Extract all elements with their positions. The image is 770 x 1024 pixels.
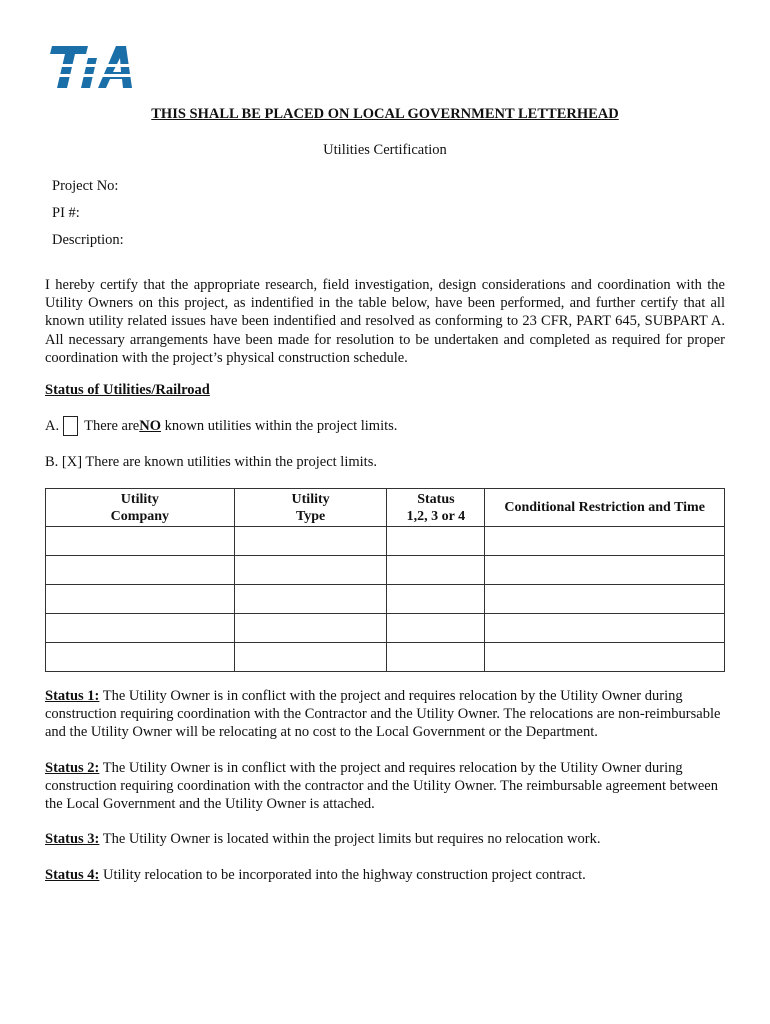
table-cell[interactable] <box>485 614 725 643</box>
option-b: B. [X] There are known utilities within the project limits. <box>45 454 377 470</box>
status-3-label: Status 3: <box>45 831 100 847</box>
table-cell[interactable] <box>485 527 725 556</box>
table-row <box>46 643 725 672</box>
option-a-text-before: There are <box>84 417 140 434</box>
document-title: Utilities Certification <box>323 142 447 158</box>
status-4-definition <box>45 866 725 884</box>
project-no-field[interactable]: Project No: <box>52 178 119 194</box>
table-cell[interactable] <box>234 585 387 614</box>
status-1-definition <box>45 687 725 742</box>
table-cell[interactable] <box>387 614 485 643</box>
status-4-label: Status 4: <box>45 867 100 883</box>
header-conditional-restriction: Conditional Restriction and Time <box>485 489 725 527</box>
table-cell[interactable] <box>234 556 387 585</box>
header-status: Status 1,2, 3 or 4 <box>387 489 485 527</box>
table-row <box>46 527 725 556</box>
header-utility-company: Utility Company <box>46 489 235 527</box>
option-a-prefix: A. <box>45 417 60 434</box>
table-row <box>46 585 725 614</box>
table-cell[interactable] <box>46 585 235 614</box>
status-1-label: Status 1: <box>45 688 100 704</box>
table-cell[interactable] <box>234 643 387 672</box>
table-cell[interactable] <box>387 643 485 672</box>
status-3-definition <box>45 830 725 848</box>
table-row <box>46 556 725 585</box>
table-cell[interactable] <box>485 643 725 672</box>
status-section-title: Status of Utilities/Railroad <box>45 382 210 398</box>
status-4-text: Utility relocation to be incorporated into the highway construction project contract. <box>99 867 586 883</box>
status-2-text: The Utility Owner is in conflict with the project and requires relocation by the Utility Owner during construction requiring coordination with the contractor and the Utility Owner. The reimbursable agreement between the Local Government and the Utility Owner is attached. <box>45 760 718 813</box>
description-field[interactable]: Description: <box>52 232 124 248</box>
tia-logo <box>44 44 134 90</box>
option-a-emphasis: NO <box>139 417 161 434</box>
utilities-table <box>45 488 725 672</box>
table-cell[interactable] <box>46 643 235 672</box>
table-cell[interactable] <box>387 585 485 614</box>
table-cell[interactable] <box>387 556 485 585</box>
status-2-label: Status 2: <box>45 760 100 776</box>
no-utilities-checkbox[interactable] <box>63 416 78 436</box>
table-cell[interactable] <box>387 527 485 556</box>
status-1-text: The Utility Owner is in conflict with the project and requires relocation by the Utility Owner during construction requiring coordination with the Contractor and the Utility Owner. The relocations are non-reimbursable and the Utility Owner will be relocating at no cost to the Local Government or the Department. <box>45 688 721 741</box>
certification-paragraph: I hereby certify that the appropriate research, field investigation, design considerations and coordination with the Utility Owners on this project, as indentified in the table below, have been performed, and further certify that all known utility related issues have been indentified and resolved as conforming to 23 CFR, PART 645, SUBPART A. All necessary arrangements have been made for resolution to be undertaken and completed as required for proper coordination with the project’s physical construction schedule. <box>45 277 725 366</box>
letterhead-instruction: THIS SHALL BE PLACED ON LOCAL GOVERNMENT LETTERHEAD <box>151 106 619 122</box>
table-cell[interactable] <box>46 527 235 556</box>
header-utility-type: Utility Type <box>234 489 387 527</box>
status-3-text: The Utility Owner is located within the project limits but requires no relocation work. <box>99 831 601 847</box>
table-header-row <box>46 489 725 527</box>
table-cell[interactable] <box>234 527 387 556</box>
table-cell[interactable] <box>46 556 235 585</box>
table-cell[interactable] <box>485 556 725 585</box>
option-a <box>45 416 397 436</box>
table-cell[interactable] <box>46 614 235 643</box>
status-2-definition <box>45 759 725 814</box>
option-a-text-after: known utilities within the project limits. <box>161 417 398 434</box>
pi-number-field[interactable]: PI #: <box>52 205 80 221</box>
table-cell[interactable] <box>234 614 387 643</box>
table-row <box>46 614 725 643</box>
table-cell[interactable] <box>485 585 725 614</box>
